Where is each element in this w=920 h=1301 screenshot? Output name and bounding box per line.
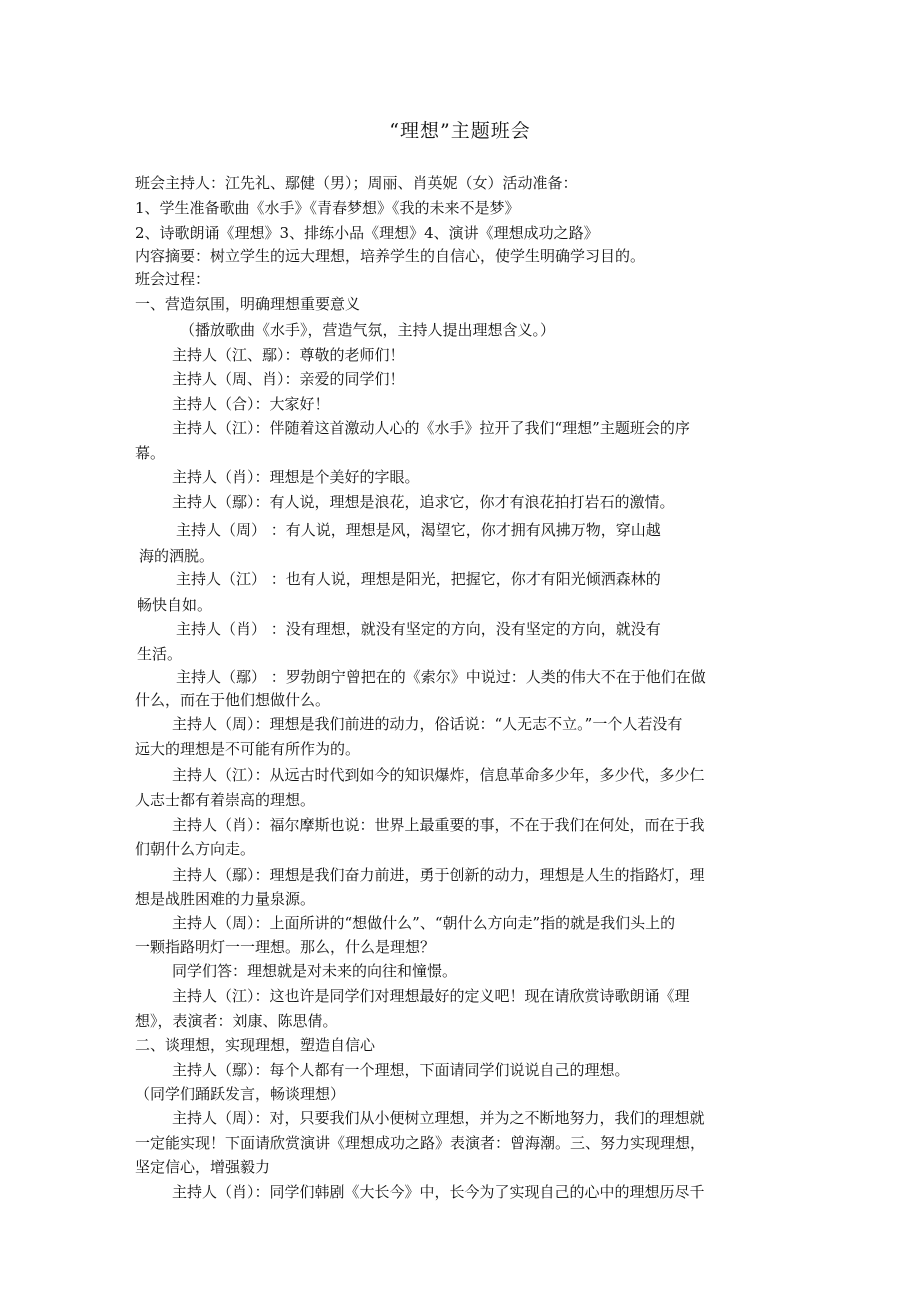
text-line: 主持人（鄢）：理想是我们奋力前进，勇于创新的动力，理想是人生的指路灯，理 xyxy=(172,866,705,884)
text-line: 主持人（江）：这也许是同学们对理想最好的定义吧！现在请欣赏诗歌朗诵《理 xyxy=(172,987,690,1005)
text-line: 班会主持人：江先礼、鄢健（男）；周丽、肖英妮（女）活动准备： xyxy=(135,174,578,192)
text-line: 主持人（江） ：也有人说，理想是阳光，把握它，你才有阳光倾洒森林的 xyxy=(176,570,661,588)
text-line: 们朝什么方向走。 xyxy=(135,840,256,858)
text-line: （播放歌曲《水手》，营造气氛，主持人提出理想含义。） xyxy=(180,321,556,339)
text-line: 一颗指路明灯一一理想。那么，什么是理想？ xyxy=(135,938,436,956)
text-line: 坚定信心，增强毅力 xyxy=(135,1158,271,1176)
text-line: 主持人（周）：理想是我们前进的动力，俗话说：“人无志不立。”一个人若没有 xyxy=(172,715,683,733)
text-line: 主持人（周）：上面所讲的“想做什么”、“朝什么方向走”指的就是我们头上的 xyxy=(172,914,676,932)
text-line: 主持人（鄢）：每个人都有一个理想，下面请同学们说说自己的理想。 xyxy=(172,1061,630,1079)
text-line: 主持人（肖）：福尔摩斯也说：世界上最重要的事，不在于我们在何处，而在于我 xyxy=(172,816,705,834)
text-line: 主持人（鄢） ：罗勃朗宁曾把在的《索尔》中说过：人类的伟大不在于他们在做 xyxy=(176,668,706,686)
text-line: 主持人（肖）：理想是个美好的字眼。 xyxy=(172,468,420,486)
text-line: 一定能实现！下面请欣赏演讲《理想成功之路》表演者：曾海潮。三、努力实现理想， xyxy=(135,1134,706,1152)
text-line: 主持人（合）：大家好！ xyxy=(172,395,330,413)
text-line: 主持人（周） ：有人说，理想是风，渴望它，你才拥有风拂万物，穿山越 xyxy=(176,521,661,539)
text-line: 内容摘要：树立学生的远大理想，培养学生的自信心，使学生明确学习目的。 xyxy=(135,247,646,265)
text-line: 同学们答：理想就是对未来的向往和憧憬。 xyxy=(172,962,458,980)
text-line: 远大的理想是不可能有所作为的。 xyxy=(135,740,361,758)
text-line: 什么，而在于他们想做什么。 xyxy=(135,691,331,709)
text-line: 2、诗歌朗诵《理想》3、排练小品《理想》4、演讲《理想成功之路》 xyxy=(135,224,599,242)
text-line: 主持人（江）：伴随着这首激动人心的《水手》拉开了我们“理想”主题班会的序 xyxy=(172,419,690,437)
text-line: 生活。 xyxy=(137,645,183,663)
text-line: 主持人（鄢）：有人说，理想是浪花，追求它，你才有浪花拍打岩石的激情。 xyxy=(172,493,675,511)
text-line: 海的洒脱。 xyxy=(139,547,215,565)
text-line: 想是战胜困难的力量泉源。 xyxy=(135,890,316,908)
text-line: 主持人（江）：从远古时代到如今的知识爆炸，信息革命多少年，多少代，多少仁 xyxy=(172,766,705,784)
text-line: （同学们踊跃发言，畅谈理想） xyxy=(135,1085,346,1103)
text-line: 人志士都有着崇高的理想。 xyxy=(135,791,316,809)
text-line: 主持人（肖） ：没有理想，就没有坚定的方向，没有坚定的方向，就没有 xyxy=(176,620,661,638)
text-line: 主持人（周、肖）：亲爱的同学们！ xyxy=(172,370,405,388)
text-line: 主持人（肖）：同学们韩剧《大长今》中，长今为了实现自己的心中的理想历尽千 xyxy=(172,1183,705,1201)
text-line: 主持人（周）：对，只要我们从小便树立理想，并为之不断地努力，我们的理想就 xyxy=(172,1109,705,1127)
text-line: 幕。 xyxy=(135,444,166,462)
text-line: 1、学生准备歌曲《水手》《青春梦想》《我的未来不是梦》 xyxy=(135,199,520,217)
text-line: 班会过程： xyxy=(135,270,211,288)
text-line: 想》，表演者：刘康、陈思倩。 xyxy=(135,1012,338,1030)
section-heading: 一、营造氛围，明确理想重要意义 xyxy=(135,295,361,313)
text-line: 畅快自如。 xyxy=(137,596,213,614)
section-heading: 二、谈理想，实现理想，塑造自信心 xyxy=(135,1036,376,1054)
page-title: “理想”主题班会 xyxy=(389,120,531,142)
text-line: 主持人（江、鄢）：尊敬的老师们！ xyxy=(172,346,405,364)
